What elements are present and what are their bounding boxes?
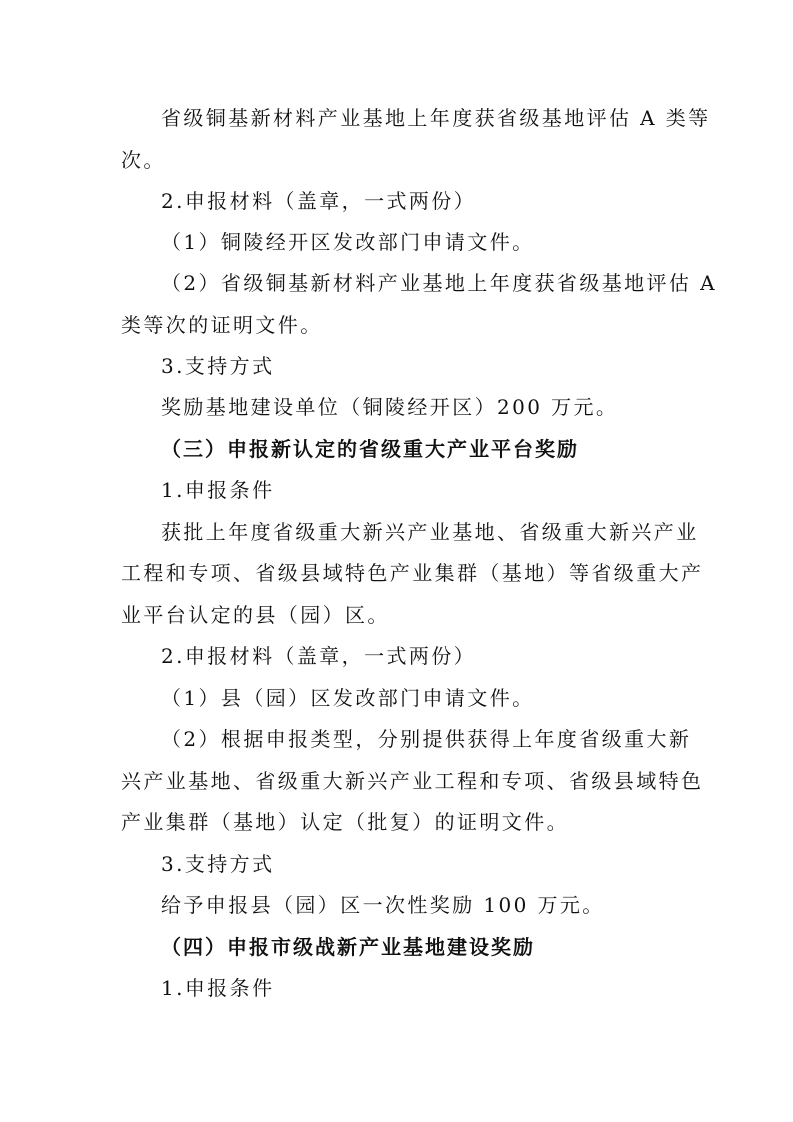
section-subheading: 2.申报材料（盖章，一式两份） (161, 189, 477, 213)
paragraph-line: 省级铜基新材料产业基地上年度获省级基地评估 A 类等 (161, 106, 711, 130)
section-heading: （四）申报市级战新产业基地建设奖励 (161, 935, 535, 959)
paragraph-line: 奖励基地建设单位（铜陵经开区）200 万元。 (161, 395, 619, 419)
paragraph-line: 类等次的证明文件。 (121, 313, 323, 337)
section-subheading: 3.支持方式 (161, 852, 275, 876)
list-item: （1）县（园）区发改部门申请文件。 (161, 686, 535, 710)
paragraph-line: 给予申报县（园）区一次性奖励 100 万元。 (161, 893, 605, 917)
section-subheading: 3.支持方式 (161, 354, 275, 378)
section-subheading: 1.申报条件 (161, 478, 275, 502)
paragraph-line: 工程和专项、省级县域特色产业集群（基地）等省级重大产 (121, 561, 704, 585)
list-item: （2）省级铜基新材料产业基地上年度获省级基地评估 A (161, 271, 717, 295)
paragraph-line: 获批上年度省级重大新兴产业基地、省级重大新兴产业 (161, 520, 699, 544)
paragraph-line: 业平台认定的县（园）区。 (121, 603, 390, 627)
paragraph-line: 产业集群（基地）认定（批复）的证明文件。 (121, 810, 569, 834)
paragraph-line: 次。 (121, 148, 166, 172)
section-subheading: 1.申报条件 (161, 976, 275, 1000)
list-item: （1）铜陵经开区发改部门申请文件。 (161, 230, 535, 254)
list-item: （2）根据申报类型，分别提供获得上年度省级重大新 (161, 727, 692, 751)
paragraph-line: 兴产业基地、省级重大新兴产业工程和专项、省级县域特色 (121, 769, 704, 793)
section-subheading: 2.申报材料（盖章，一式两份） (161, 644, 477, 668)
section-heading: （三）申报新认定的省级重大产业平台奖励 (161, 437, 579, 461)
